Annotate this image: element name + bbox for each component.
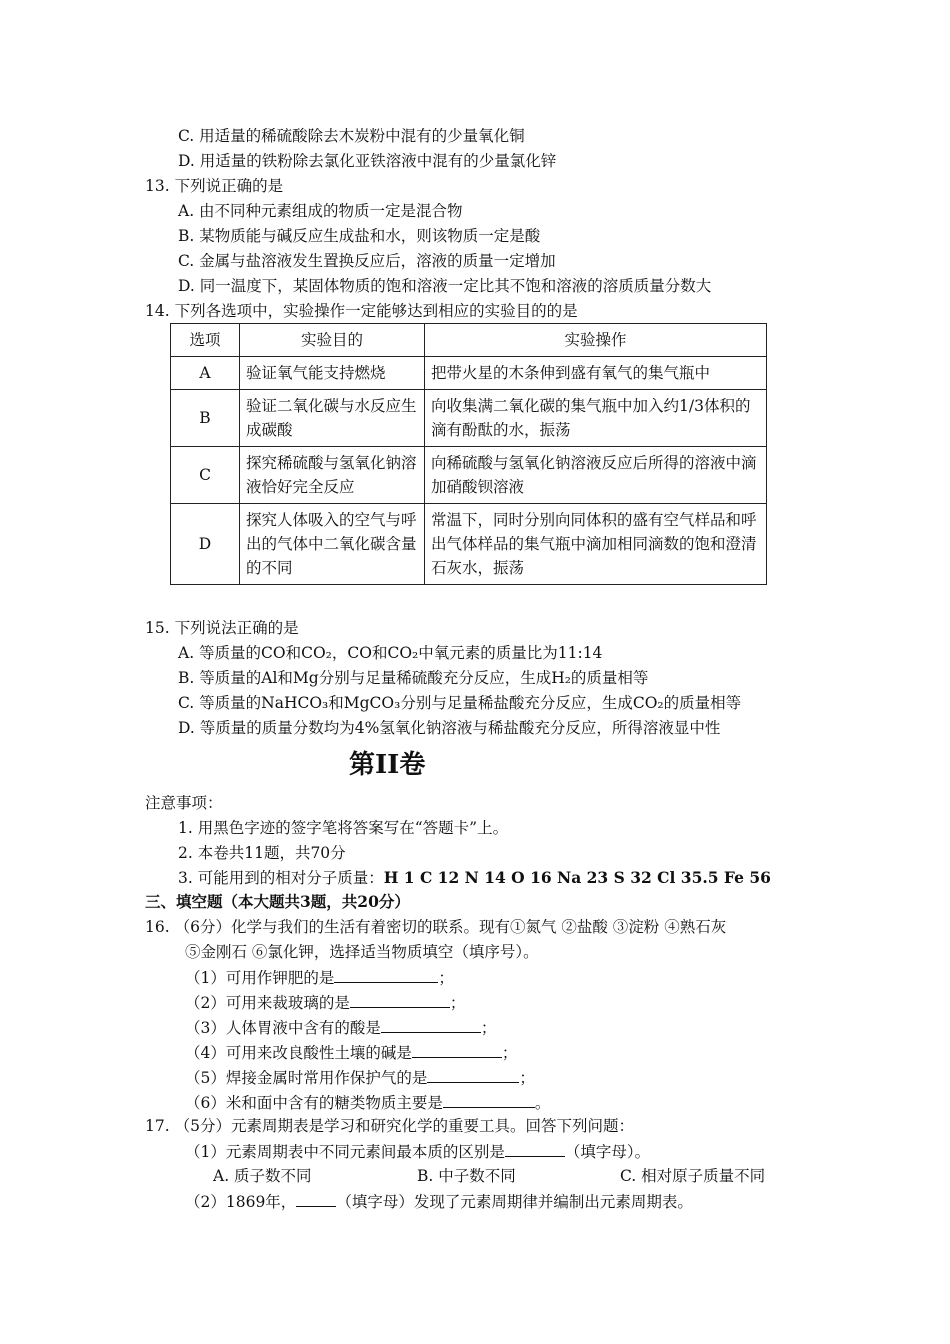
q17-sub-2-tail: （填字母）发现了元素周期律并编制出元素周期表。 [336,1193,693,1211]
header-option: 选项 [171,324,240,357]
q17-option-b: B. 中子数不同 [417,1167,516,1185]
table-row [171,390,767,447]
q13-option-c: C. 金属与盐溶液发生置换反应后，溶液的质量一定增加 [178,252,556,270]
q16-sub-5 [185,1066,535,1089]
q15-option-a: A. 等质量的CO和CO₂，CO和CO₂中氧元素的质量比为11:14 [178,644,603,662]
q16-sub-4-text: （4）可用来改良酸性土壤的碱是 [185,1044,412,1062]
q16-sub-3 [185,1016,496,1039]
header-purpose: 实验目的 [240,324,425,357]
molecular-masses: H 1 C 12 N 14 O 16 Na 23 S 32 Cl 35.5 Fe 56 [383,868,771,887]
punctuation: ； [501,1044,518,1062]
q17-sub-1 [185,1140,650,1163]
row-operation: 向稀硫酸与氢氧化钠溶液反应后所得的溶液中滴加硝酸钡溶液 [425,447,767,504]
row-purpose: 探究稀硫酸与氢氧化钠溶液恰好完全反应 [240,447,425,504]
q17-option-c: C. 相对原子质量不同 [620,1167,766,1185]
punctuation: ； [519,1069,535,1087]
row-operation: 向收集满二氧化碳的集气瓶中加入约1/3体积的滴有酚酞的水，振荡 [425,390,767,447]
q16-sub-1-text: （1）可用作钾肥的是 [185,969,335,987]
punctuation: ； [449,994,466,1012]
row-option: B [171,390,240,447]
notice-item-3 [178,867,771,889]
answer-blank[interactable] [296,1190,336,1207]
row-purpose: 验证氧气能支持燃烧 [240,357,425,390]
table-header-row [171,324,767,357]
q13-option-b: B. 某物质能与碱反应生成盐和水，则该物质一定是酸 [178,227,541,245]
q13-option-a: A. 由不同种元素组成的物质一定是混合物 [178,202,463,220]
q16-sub-5-text: （5）焊接金属时常用作保护气的是 [185,1069,428,1087]
row-operation: 把带火星的木条伸到盛有氧气的集气瓶中 [425,357,767,390]
q16-sub-4 [185,1041,517,1064]
answer-blank[interactable] [505,1140,565,1157]
q12-option-c: C. 用适量的稀硫酸除去木炭粉中混有的少量氧化铜 [178,127,525,145]
notice-item-3-prefix: 3. 可能用到的相对分子质量： [178,869,384,887]
q17-sub-2-prefix: （2）1869年， [185,1193,297,1211]
punctuation: 。 [534,1094,551,1112]
q16-sub-2 [185,991,465,1014]
q16-sub-6-text: （6）米和面中含有的糖类物质主要是 [185,1094,443,1112]
q17-sub-1-text: （1）元素周期表中不同元素间最本质的区别是 [185,1143,505,1161]
row-option: D [171,504,240,585]
row-operation: 常温下，同时分别向同体积的盛有空气样品和呼出气体样品的集气瓶中滴加相同滴数的饱和澄清石灰水，振荡 [425,504,767,585]
part2-title: 第II卷 [349,750,426,780]
header-operation: 实验操作 [425,324,767,357]
notice-item-1: 1. 用黑色字迹的签字笔将答案写在“答题卡”上。 [178,819,509,837]
row-option: C [171,447,240,504]
row-purpose: 验证二氧化碳与水反应生成碳酸 [240,390,425,447]
section3-heading: 三、填空题（本大题共3题，共20分） [145,892,410,911]
q17-option-a: A. 质子数不同 [213,1167,312,1185]
punctuation: ； [438,969,454,987]
q16-sub-6 [185,1091,550,1114]
q15-option-c: C. 等质量的NaHCO₃和MgCO₃分别与足量稀盐酸充分反应，生成CO₂的质量相等 [178,694,742,712]
q15-option-d: D. 等质量的质量分数均为4%氢氧化钠溶液与稀盐酸充分反应，所得溶液显中性 [178,719,721,737]
notice-item-2: 2. 本卷共11题，共70分 [178,844,346,862]
answer-blank[interactable] [350,991,450,1008]
answer-blank[interactable] [412,1041,502,1058]
punctuation: ； [480,1019,497,1037]
q16-stem-line2: ⑤金刚石 ⑥氯化钾，选择适当物质填空（填序号）。 [185,943,539,961]
q17-sub-1-tail: （填字母）。 [564,1143,651,1161]
q12-option-d: D. 用适量的铁粉除去氯化亚铁溶液中混有的少量氯化锌 [178,152,557,170]
q17-stem: 17. （5分）元素周期表是学习和研究化学的重要工具。回答下列问题： [145,1117,634,1135]
answer-blank[interactable] [427,1066,519,1083]
row-option: A [171,357,240,390]
table-row [171,504,767,585]
notice-heading: 注意事项： [145,794,223,812]
q15-option-b: B. 等质量的Al和Mg分别与足量稀硫酸充分反应，生成H₂的质量相等 [178,669,649,687]
q16-sub-3-text: （3）人体胃液中含有的酸是 [185,1019,381,1037]
experiment-table [170,323,767,585]
q16-sub-1 [185,966,454,989]
table-row [171,357,767,390]
q13-option-d: D. 同一温度下，某固体物质的饱和溶液一定比其不饱和溶液的溶质质量分数大 [178,277,712,295]
answer-blank[interactable] [381,1016,481,1033]
q13-stem: 13. 下列说正确的是 [145,177,284,195]
q16-stem-line1: 16. （6分）化学与我们的生活有着密切的联系。现有①氮气 ②盐酸 ③淀粉 ④熟石灰 [145,918,727,936]
answer-blank[interactable] [334,966,438,983]
q14-stem: 14. 下列各选项中，实验操作一定能够达到相应的实验目的的是 [145,302,578,320]
q17-sub-2 [185,1190,693,1213]
table-row [171,447,767,504]
answer-blank[interactable] [443,1091,535,1108]
q15-stem: 15. 下列说法正确的是 [145,619,299,637]
row-purpose: 探究人体吸入的空气与呼出的气体中二氧化碳含量的不同 [240,504,425,585]
q16-sub-2-text: （2）可用来裁玻璃的是 [185,994,350,1012]
